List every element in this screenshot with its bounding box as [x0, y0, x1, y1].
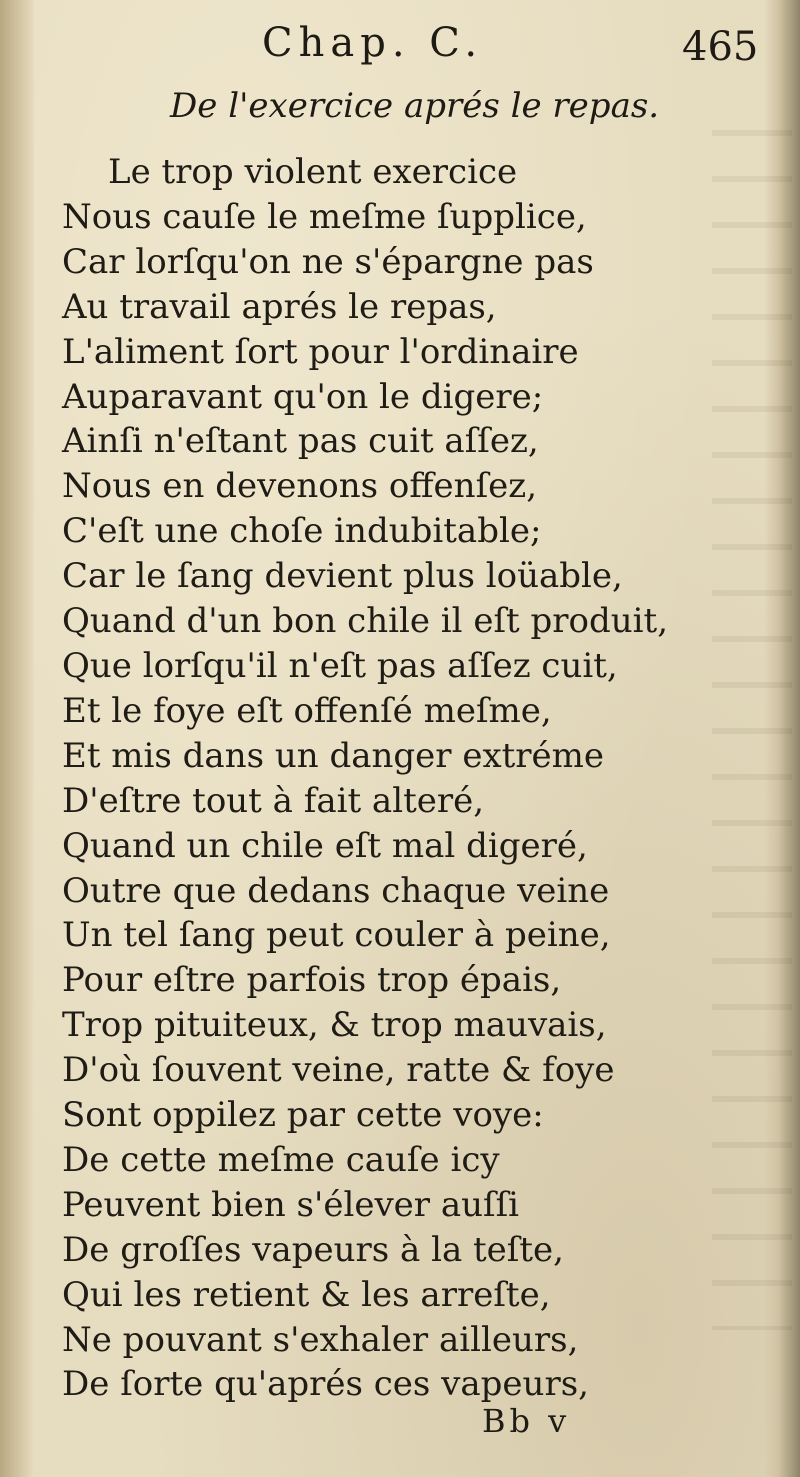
- poem-line: Quand un chile eſt mal digeré,: [62, 825, 588, 866]
- poem-line: De cette meſme cauſe icy: [62, 1139, 500, 1180]
- section-title: De l'exercice aprés le repas.: [170, 86, 660, 126]
- poem-line: Au travail aprés le repas,: [62, 286, 497, 327]
- page-number: 465: [682, 24, 759, 70]
- poem-line: Nous cauſe le meſme ſupplice,: [62, 196, 587, 237]
- poem-line: Trop pituiteux, & trop mauvais,: [62, 1005, 607, 1046]
- poem-line: Et le foye eſt offenſé meſme,: [62, 690, 552, 731]
- poem-line: Ne pouvant s'exhaler ailleurs,: [62, 1319, 579, 1360]
- poem-line: D'eſtre tout à fait alteré,: [62, 780, 485, 821]
- poem-line: Qui les retient & les arreſte,: [62, 1274, 551, 1315]
- poem-line: Peuvent bien s'élever auſſi: [62, 1184, 520, 1225]
- poem-line: Car lorſqu'on ne s'épargne pas: [62, 241, 594, 282]
- poem-line: Ainſi n'eſtant pas cuit aſſez,: [62, 421, 539, 462]
- poem-line: Que lorſqu'il n'eſt pas aſſez cuit,: [62, 645, 618, 686]
- poem-line: Outre que dedans chaque veine: [62, 870, 610, 911]
- poem-line: Un tel ſang peut couler à peine,: [62, 915, 611, 956]
- show-through-text: [712, 130, 792, 1330]
- poem-line: Auparavant qu'on le digere;: [62, 376, 544, 417]
- poem-line: C'eſt une choſe indubitable;: [62, 511, 542, 552]
- poem-line: Quand d'un bon chile il eſt produit,: [62, 601, 669, 642]
- poem-line: De ſorte qu'aprés ces vapeurs,: [62, 1364, 589, 1405]
- poem-line: Le trop violent exercice: [108, 152, 518, 192]
- running-head: Chap. C.: [262, 20, 484, 66]
- poem-body: [62, 150, 702, 1407]
- poem-line: D'où ſouvent veine, ratte & foye: [62, 1050, 615, 1091]
- poem-line: Car le ſang devient plus loüable,: [62, 556, 623, 597]
- poem-line: De groſſes vapeurs à la teſte,: [62, 1229, 564, 1270]
- poem-line: Et mis dans un danger extréme: [62, 735, 605, 776]
- poem-line: Pour eſtre parfois trop épais,: [62, 960, 562, 1001]
- poem-line: Sont oppilez par cette voye:: [62, 1095, 544, 1136]
- catchword-signature: Bb v: [482, 1402, 571, 1440]
- page-gutter-shadow: [0, 0, 34, 1477]
- poem-line: Nous en devenons offenſez,: [62, 466, 538, 507]
- poem-line: L'aliment ſort pour l'ordinaire: [62, 331, 579, 372]
- page-header: [0, 14, 800, 74]
